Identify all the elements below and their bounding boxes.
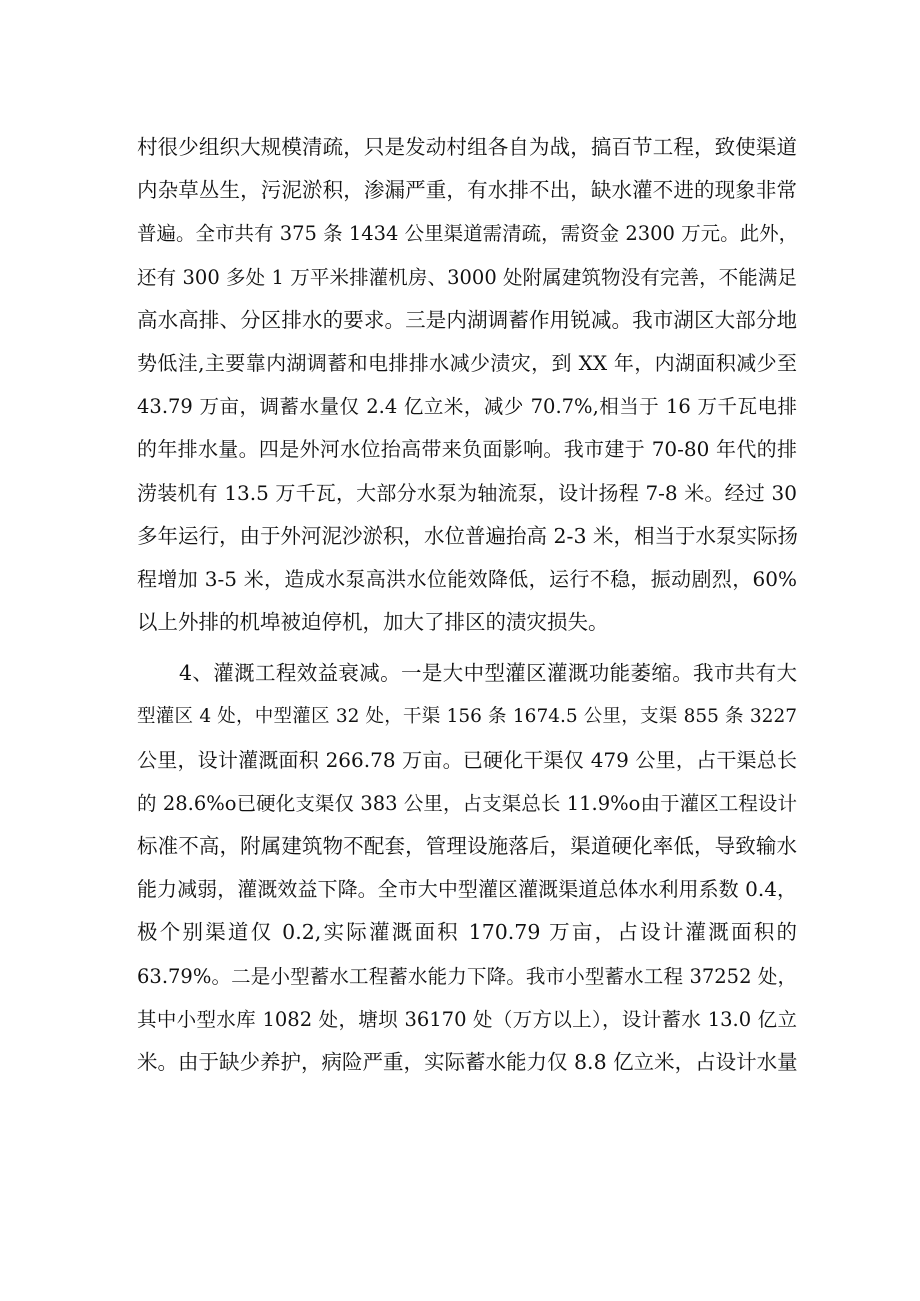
paragraph-line: 多年运行，由于外河泥沙淤积，水位普遍抬高 2-3 米，相当于水泵实际扬 [137, 523, 799, 548]
paragraph-line: 普遍。全市共有 375 条 1434 公里渠道需清疏，需资金 2300 万元。此外， [137, 222, 799, 246]
paragraph-line: 型灌区 4 处，中型灌区 32 处，干渠 156 条 1674.5 公里，支渠 855 条 3227 [137, 706, 797, 728]
paragraph-line: 43.79 万亩，调蓄水量仅 2.4 亿立米，减少 70.7%,相当于 16 万千瓦电排 [137, 395, 797, 419]
paragraph-line: 标准不高，附属建筑物不配套，管理设施落后，渠道硬化率低，导致输水 [137, 834, 797, 858]
paragraph-line: 极个别渠道仅 0.2,实际灌溉面积 170.79 万亩，占设计灌溉面积的 [137, 920, 797, 945]
paragraph-1 [137, 126, 797, 644]
paragraph-line: 能力减弱，灌溉效益下降。全市大中型灌区灌溉渠道总体水利用系数 0.4， [137, 877, 797, 902]
paragraph-line: 的 28.6%o已硬化支渠仅 383 公里，占支渠总长 11.9%o由于灌区工程设计 [137, 791, 797, 815]
document-body [137, 126, 797, 1084]
paragraph-line: 公里，设计灌溉面积 266.78 万亩。已硬化干渠仅 479 公里，占干渠总长 [137, 747, 797, 772]
paragraph-line: 村很少组织大规模清疏，只是发动村组各自为战，搞百节工程，致使渠道 [137, 135, 797, 159]
paragraph-line: 还有 300 多处 1 万平米排灌机房、3000 处附属建筑物没有完善，不能满足 [137, 265, 797, 289]
paragraph-line: 程增加 3-5 米，造成水泵高洪水位能效降低，运行不稳，振动剧烈，60% [137, 566, 797, 591]
paragraph-line: 63.79%。二是小型蓄水工程蓄水能力下降。我市小型蓄水工程 37252 处， [137, 964, 797, 988]
paragraph-line: 4、灌溉工程效益衰减。一是大中型灌区灌溉功能萎缩。我市共有大 [179, 661, 797, 686]
paragraph-line: 涝装机有 13.5 万千瓦，大部分水泵为轴流泵，设计扬程 7-8 米。经过 30 [137, 480, 797, 505]
paragraph-line: 米。由于缺少养护，病险严重，实际蓄水能力仅 8.8 亿立米，占设计水量 [137, 1049, 798, 1074]
paragraph-line: 以上外排的机埠被迫停机，加大了排区的渍灾损失。 [137, 610, 609, 635]
paragraph-2 [137, 652, 797, 1084]
paragraph-line: 高水高排、分区排水的要求。三是内湖调蓄作用锐减。我市湖区大部分地 [137, 307, 797, 332]
paragraph-line: 的年排水量。四是外河水位抬高带来负面影响。我市建于 70-80 年代的排 [137, 437, 797, 462]
paragraph-line: 其中小型水库 1082 处，塘坝 36170 处（万方以上），设计蓄水 13.0 亿立 [137, 1007, 797, 1031]
paragraph-gap [137, 644, 797, 652]
paragraph-line: 内杂草丛生，污泥淤积，渗漏严重，有水排不出，缺水灌不进的现象非常 [137, 178, 797, 203]
paragraph-line: 势低洼,主要靠内湖调蓄和电排排水减少渍灾，到 XX 年，内湖面积减少至 [137, 350, 797, 375]
